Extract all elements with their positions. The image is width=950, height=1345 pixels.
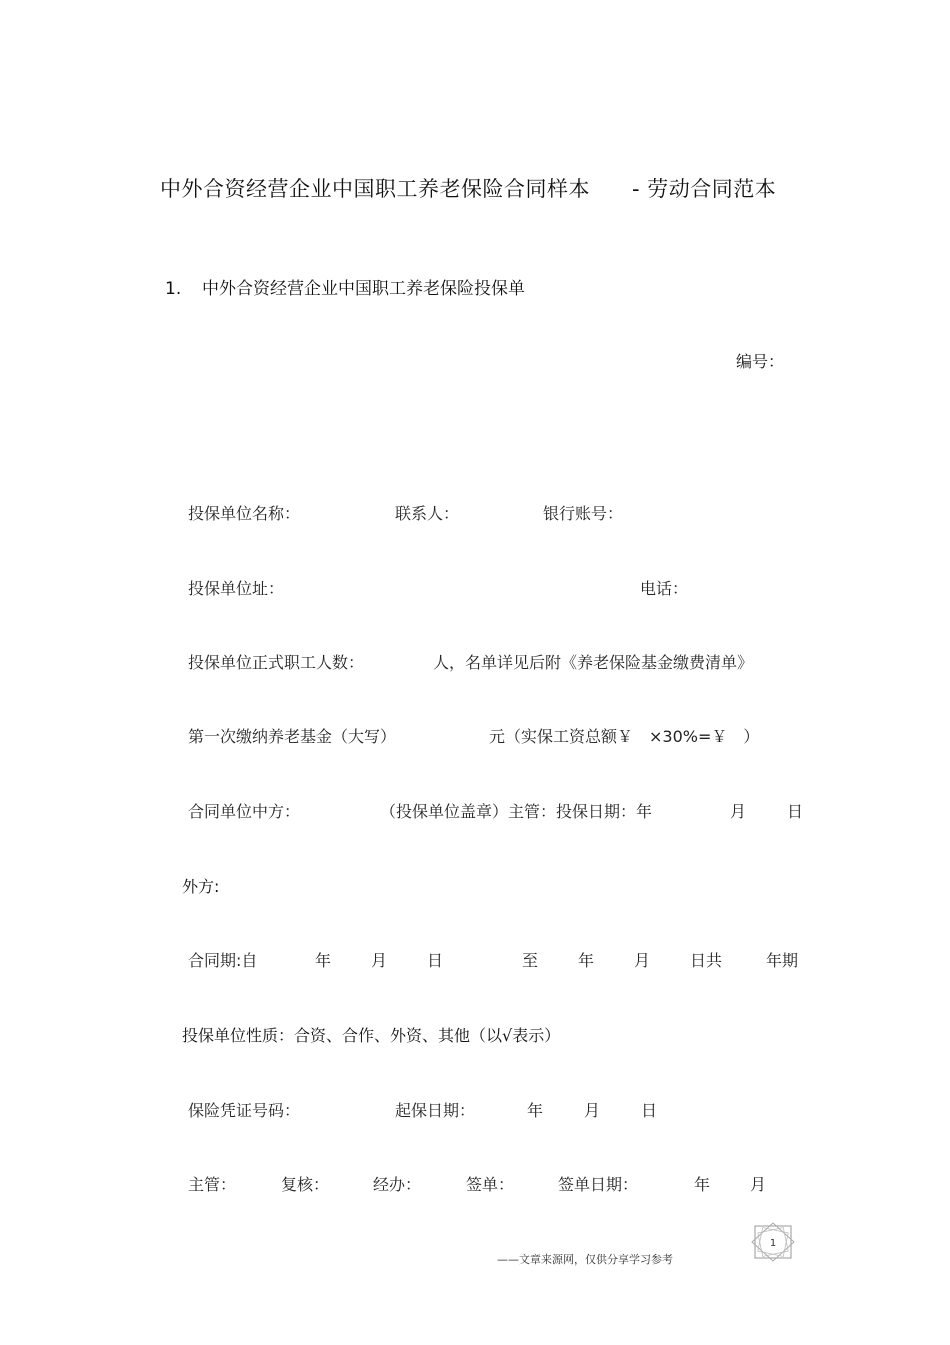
seal-supervisor-date-label: （投保单位盖章）主管：投保日期：年 xyxy=(380,802,653,821)
issuer-label: 签单： xyxy=(466,1175,515,1194)
issue-month: 月 xyxy=(750,1175,767,1194)
period-start-month: 月 xyxy=(371,951,388,970)
seal-emblem-icon xyxy=(750,1222,796,1262)
insured-day-label: 日 xyxy=(787,802,804,821)
period-years-label: 年期 xyxy=(766,951,799,970)
coverage-start-label: 起保日期： xyxy=(395,1101,476,1120)
worker-count-label: 投保单位正式职工人数： xyxy=(188,653,365,672)
period-to-label: 至 xyxy=(522,951,539,970)
title-suffix: - 劳动合同范本 xyxy=(632,177,777,201)
document-title xyxy=(160,173,776,203)
issue-date-label: 签单日期： xyxy=(558,1175,639,1194)
issue-year: 年 xyxy=(694,1175,711,1194)
coverage-start-month: 月 xyxy=(584,1101,601,1120)
first-payment-label: 第一次缴纳养老基金（大写） xyxy=(188,727,397,746)
title-main: 中外合资经营企业中国职工养老保险合同样本 xyxy=(160,177,590,201)
unit-name-label: 投保单位名称： xyxy=(188,504,301,523)
contact-label: 联系人： xyxy=(395,504,460,523)
period-end-month: 月 xyxy=(634,951,651,970)
insured-month-label: 月 xyxy=(730,802,747,821)
supervisor-label: 主管： xyxy=(188,1175,237,1194)
section-number: 1. xyxy=(165,279,182,299)
period-end-day-total: 日共 xyxy=(690,951,723,970)
footer-note: ——文章来源网，仅供分享学习参考 xyxy=(497,1253,673,1266)
coverage-start-year: 年 xyxy=(527,1101,544,1120)
voucher-number-label: 保险凭证号码： xyxy=(188,1101,301,1120)
period-end-year: 年 xyxy=(578,951,595,970)
period-start-year: 年 xyxy=(315,951,332,970)
worker-list-note: 人，名单详见后附《养老保险基金缴费清单》 xyxy=(433,653,754,672)
coverage-start-day: 日 xyxy=(641,1101,658,1120)
unit-address-label: 投保单位址： xyxy=(188,579,285,598)
page-number: 1 xyxy=(769,1238,777,1249)
section-heading xyxy=(165,274,525,299)
chinese-party-label: 合同单位中方： xyxy=(188,802,301,821)
section-title: 中外合资经营企业中国职工养老保险投保单 xyxy=(202,279,525,299)
phone-label: 电话： xyxy=(640,579,689,598)
period-start-day: 日 xyxy=(427,951,444,970)
page-number-seal xyxy=(750,1222,796,1262)
unit-nature-label: 投保单位性质：合资、合作、外资、其他（以√表示） xyxy=(182,1026,561,1045)
payment-formula: 元（实保工资总额￥ ×30%=￥ ） xyxy=(489,727,760,746)
foreign-party-label: 外方: xyxy=(182,877,220,896)
contract-period-label: 合同期:自 xyxy=(188,951,258,970)
bank-account-label: 银行账号： xyxy=(543,504,624,523)
serial-number-label: 编号： xyxy=(736,352,785,371)
reviewer-label: 复核： xyxy=(281,1175,330,1194)
handler-label: 经办： xyxy=(373,1175,422,1194)
